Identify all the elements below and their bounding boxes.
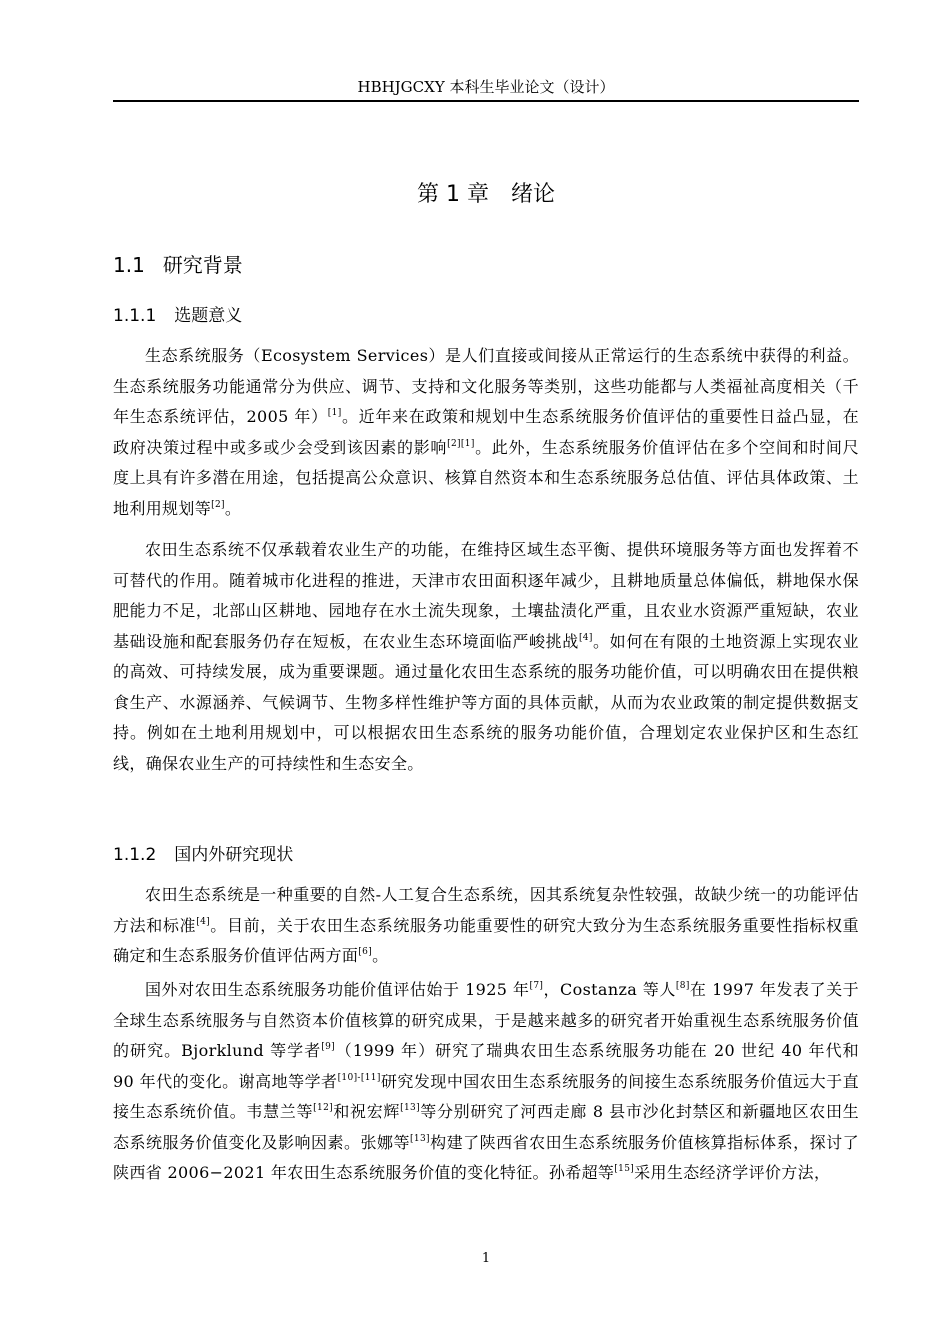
citation-ref: [12] [313,1103,334,1113]
citation-ref: [4] [578,632,593,643]
citation-ref: [13] [410,1133,430,1144]
page-number: 1 [481,1251,491,1266]
subsection-number: 1.1.2 [113,845,157,865]
citation-ref: [1] [327,408,342,418]
citation-ref: [8] [675,981,690,991]
chapter-title: 第 1 章 绪论 [417,182,555,207]
paragraph-text: ，Costanza 等人 [543,980,676,999]
paragraph-2 [113,535,859,779]
paragraph-text: 在 1997 年发表了关于全球生态系统服务与自然资本价值核算的研究成果，于是越来越多的研究者开始重视生态系统服务价值的研究。Bjorklund 等学者 [113,980,859,1060]
paragraph-4 [113,975,859,1189]
paragraph-text: 。近年来在政策和规划中生态系统服务价值评估的重要性日益凸显，在政府决策过程中或多或少会受到该因素的影响 [113,407,859,457]
paragraph-1 [113,341,859,524]
paragraph-text: 生态系统服务（Ecosystem Services）是人们直接或间接从正常运行的生态系统中获得的利益。生态系统服务功能通常分为供应、调节、支持和文化服务等类别，这些功能都与人类福祉高度相关（千年生态系统评估，2005 年） [113,346,859,426]
citation-ref: [10]-[11] [337,1072,381,1083]
subsection-number: 1.1.1 [113,306,157,326]
subsection-heading-1-1-2 [113,841,293,869]
paragraph-text: 采用生态经济学评价方法， [634,1163,831,1182]
citation-ref: [6] [358,947,373,957]
paragraph-text: 农田生态系统是一种重要的自然-人工复合生态系统，因其系统复杂性较强，故缺少统一的功能评估方法和标准 [113,885,859,935]
subsection-title: 选题意义 [174,306,243,326]
paragraph-text: 构建了陕西省农田生态系统服务价值核算指标体系，探讨了陕西省 2006−2021 年农田生态系统服务价值的变化特征。孙希超等 [113,1132,859,1182]
citation-ref: [13] [400,1103,420,1113]
paragraph-text: 和祝宏辉 [333,1102,401,1121]
section-heading-1-1 [113,250,243,280]
paragraph-text: （1999 年）研究了瑞典农田生态系统服务功能在 20 世纪 40 年代和 90 年代的变化。谢高地等学者 [113,1041,859,1091]
citation-ref: [9] [321,1042,336,1052]
page-header: HBHJGCXY 本科生毕业论文（设计） [357,78,615,96]
subsection-title: 国内外研究现状 [174,845,294,865]
citation-ref: [15] [614,1164,635,1174]
header-rule [113,100,859,102]
section-title: 研究背景 [162,253,243,277]
citation-ref: [4] [196,916,211,927]
paragraph-3 [113,880,859,972]
paragraph-text: 。 [372,946,389,965]
paragraph-text: 等分别研究了河西走廊 8 县市沙化封禁区和新疆地区农田生态系统服务价值变化及影响因素。张娜等 [113,1102,859,1152]
paragraph-text: 。目前，关于农田生态系统服务功能重要性的研究大致分为生态系统服务重要性指标权重确定和生态系服务价值评估两方面 [113,915,859,965]
subsection-heading-1-1-1 [113,302,242,330]
paragraph-text: 。如何在有限的土地资源上实现农业的高效、可持续发展，成为重要课题。通过量化农田生态系统的服务功能价值，可以明确农田在提供粮食生产、水源涵养、气候调节、生物多样性维护等方面的具体贡献，从而为农业政策的制定提供数据支持。例如在土地利用规划中，可以根据农田生态系统的服务功能价值，合理划定农业保护区和生态红线，确保农业生产的可持续性和生态安全。 [113,631,859,773]
paragraph-text: 研究发现中国农田生态系统服务的间接生态系统服务价值远大于直接生态系统价值。韦慧兰等 [113,1071,859,1121]
paragraph-text: 。 [224,498,242,518]
section-number: 1.1 [113,253,145,277]
citation-ref: [7] [529,981,544,991]
citation-ref: [2] [211,499,225,510]
paragraph-text: 。此外，生态系统服务价值评估在多个空间和时间尺度上具有许多潜在用途，包括提高公众意识、核算自然资本和生态系统服务总估值、评估具体政策、土地利用规划等 [113,437,859,518]
paragraph-text: 农田生态系统不仅承载着农业生产的功能，在维持区域生态平衡、提供环境服务等方面也发挥着不可替代的作用。随着城市化进程的推进，天津市农田面积逐年减少，且耕地质量总体偏低，耕地保水保肥能力不足，北部山区耕地、园地存在水土流失现象，土壤盐渍化严重，且农业水资源严重短缺，农业基础设施和配套服务仍存在短板，在农业生态环境面临严峻挑战 [113,540,859,651]
citation-ref: [2][1] [447,438,475,449]
paragraph-text: 国外对农田生态系统服务功能价值评估始于 1925 年 [145,980,530,999]
